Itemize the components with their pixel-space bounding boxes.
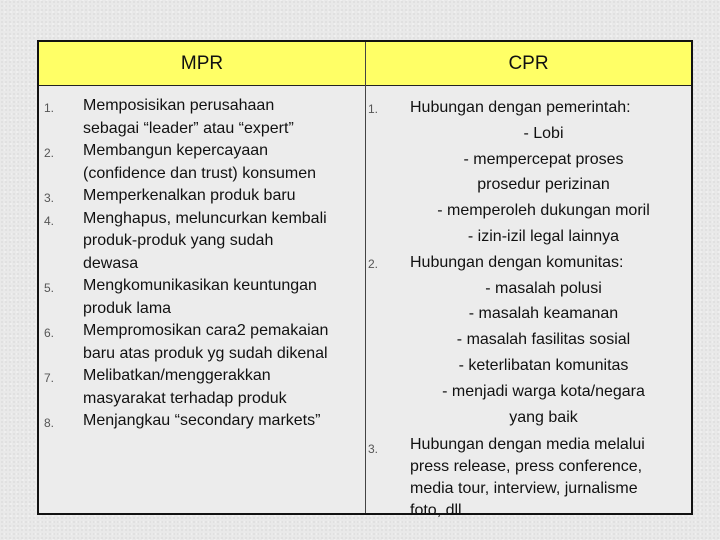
cpr-subitem: - masalah polusi xyxy=(485,279,602,297)
item-text: Mempromosikan cara2 pemakaian xyxy=(83,322,329,339)
item-number: 5. xyxy=(44,281,55,295)
cpr-subitem: - memperoleh dukungan moril xyxy=(437,202,650,220)
item-text: masyarakat terhadap produk xyxy=(83,389,287,407)
cpr-subitem: - masalah keamanan xyxy=(468,305,619,323)
cpr-subitem: - Lobi xyxy=(523,124,564,142)
cpr-subitem: - keterlibatan komunitas xyxy=(458,356,629,374)
mpr-item xyxy=(39,410,365,433)
mpr-item xyxy=(39,140,365,185)
item-text: Memposisikan perusahaan xyxy=(83,97,275,114)
item-number: 2. xyxy=(44,146,55,160)
cpr-subitem: prosedur perizinan xyxy=(477,176,610,194)
item-number: 6. xyxy=(44,326,55,340)
mpr-item xyxy=(39,208,365,276)
item-text: Melibatkan/menggerakkan xyxy=(83,367,271,384)
cpr-subitem: - masalah fasilitas sosial xyxy=(456,331,631,349)
item-title: Hubungan dengan komunitas: xyxy=(410,253,624,271)
item-text: Membangun kepercayaan xyxy=(83,142,269,159)
header-mpr: MPR xyxy=(39,42,365,86)
cpr-list xyxy=(366,95,691,522)
item-number: 2. xyxy=(368,256,379,271)
cpr-item-title xyxy=(366,250,691,276)
mpr-item xyxy=(39,275,365,320)
cpr-subitem: yang baik xyxy=(509,408,578,426)
mpr-list xyxy=(39,95,365,433)
item-text: Memperkenalkan produk baru xyxy=(83,187,296,204)
cpr-item-title xyxy=(366,95,691,121)
item-text: (confidence dan trust) konsumen xyxy=(83,164,317,182)
item-text: baru atas produk yg sudah dikenal xyxy=(83,344,328,362)
cpr-subitem: - menjadi warga kota/negara xyxy=(442,382,645,400)
item-text: Mengkomunikasikan keuntungan xyxy=(83,277,317,294)
mpr-item xyxy=(39,185,365,208)
comparison-table xyxy=(37,40,693,520)
item-title: Hubungan dengan pemerintah: xyxy=(410,99,631,116)
item-text: Menghapus, meluncurkan kembali xyxy=(83,209,327,227)
item-number: 8. xyxy=(44,416,55,430)
item-text: produk-produk yang sudah xyxy=(83,232,274,249)
item-number: 4. xyxy=(44,213,55,228)
mpr-item xyxy=(39,320,365,365)
cpr-item xyxy=(366,434,691,522)
mpr-item xyxy=(39,365,365,410)
item-number: 1. xyxy=(368,102,379,116)
cpr-subitem: - mempercepat proses xyxy=(463,150,624,168)
item-text: produk lama xyxy=(83,299,172,317)
item-text: media tour, interview, jurnalisme xyxy=(410,480,638,498)
item-text: Menjangkau “secondary markets” xyxy=(83,412,321,429)
cpr-subitem: - izin-izil legal lainnya xyxy=(467,227,620,245)
item-text: sebagai “leader” atau “expert” xyxy=(83,119,294,137)
item-text: Hubungan dengan media melalui xyxy=(410,436,645,454)
header-cpr: CPR xyxy=(366,42,691,86)
item-number: 3. xyxy=(44,191,55,205)
mpr-item xyxy=(39,95,365,140)
item-number: 1. xyxy=(44,101,55,115)
item-text: foto, dll xyxy=(410,502,462,520)
item-text: press release, press conference, xyxy=(410,458,643,476)
item-number: 3. xyxy=(368,442,379,457)
item-number: 7. xyxy=(44,371,55,385)
item-text: dewasa xyxy=(83,254,139,272)
